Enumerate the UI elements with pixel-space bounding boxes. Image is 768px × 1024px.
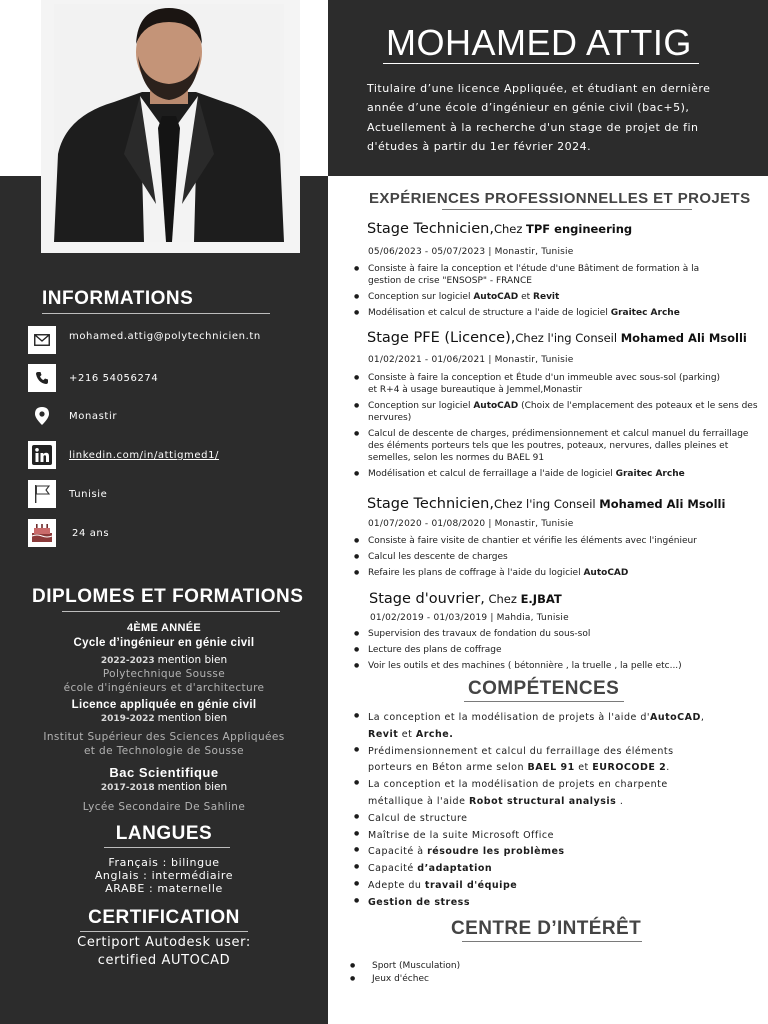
country-text: Tunisie bbox=[69, 488, 108, 500]
skill-bold: d’adaptation bbox=[417, 863, 493, 875]
skill-bold: Robot structural analysis bbox=[468, 795, 617, 807]
list-item bbox=[354, 291, 724, 303]
list-item bbox=[354, 567, 762, 579]
skill-text: Calcul de structure bbox=[368, 812, 468, 824]
list-item bbox=[354, 551, 762, 563]
job-date: 01/02/2019 - 01/03/2019 | Mahdia, Tunisie bbox=[370, 613, 569, 623]
bullet-bold: AutoCAD bbox=[473, 292, 519, 302]
language-item: Anglais : intermédiaire bbox=[94, 869, 234, 882]
certification-line: certified AUTOCAD bbox=[97, 953, 231, 968]
bullet-bold: AutoCAD bbox=[473, 401, 519, 411]
job-bullets bbox=[354, 372, 762, 484]
bullet-text: Consiste à faire la conception et Étude d'un immeuble avec sous-sol (parking) et R+4 à usage bureautique à Jemmel,Monastir bbox=[368, 373, 721, 395]
flag-icon bbox=[28, 480, 56, 508]
list-item bbox=[354, 744, 724, 778]
langues-heading: LANGUES bbox=[115, 823, 213, 844]
job-company: Mohamed Ali Msolli bbox=[599, 497, 726, 511]
job-company: E.JBAT bbox=[520, 592, 562, 606]
job-company: TPF engineering bbox=[526, 222, 633, 236]
skill-bold: AutoCAD bbox=[650, 712, 701, 723]
bullet-text: Modélisation et calcul de ferraillage a l'aide de logiciel bbox=[368, 469, 616, 479]
experiences-divider bbox=[442, 209, 692, 210]
langues-divider bbox=[104, 847, 230, 848]
bullet-text: Calcul les descente de charges bbox=[368, 552, 508, 562]
bullet-text: Conception sur logiciel bbox=[368, 292, 474, 302]
list-item bbox=[354, 844, 724, 861]
bullet-bold: Graitec Arche bbox=[615, 469, 685, 479]
diploma-bac bbox=[0, 765, 328, 814]
list-item bbox=[354, 710, 724, 744]
skill-text: et bbox=[398, 728, 416, 740]
diploma-licence bbox=[0, 699, 328, 758]
skill-text: Prédimensionnement et calcul du ferraillage des éléments porteurs en Béton arme selon bbox=[368, 745, 674, 774]
info-phone-row bbox=[28, 364, 158, 392]
skill-text: La conception et la modélisation de projets en charpente métallique à l'aide bbox=[368, 779, 668, 807]
job-role: Stage PFE (Licence), bbox=[367, 330, 516, 346]
certification-line: Certiport Autodesk user: bbox=[77, 935, 251, 950]
job-date: 01/02/2021 - 01/06/2021 | Monastir, Tunisie bbox=[368, 355, 574, 365]
diploma-years-row bbox=[0, 654, 328, 668]
diplomes-heading: DIPLOMES ET FORMATIONS bbox=[32, 586, 304, 607]
linkedin-icon bbox=[28, 441, 56, 469]
job-chez: Chez l'ing Conseil bbox=[515, 331, 621, 345]
bullet-text: Consiste à faire la conception et l'étude d'une Bâtiment de formation à la gestion de crise "ENSOSP" - FRANCE bbox=[368, 264, 700, 286]
list-item: ● Jeux d'échec bbox=[350, 973, 650, 986]
diploma-school-line: Polytechnique Sousse bbox=[102, 668, 226, 680]
diploma-mention: mention bien bbox=[157, 781, 228, 793]
job-chez: Chez bbox=[493, 222, 527, 236]
skill-bold: Revit bbox=[368, 728, 399, 740]
list-item bbox=[354, 878, 724, 895]
location-pin-icon bbox=[28, 402, 56, 430]
list-item bbox=[354, 468, 762, 480]
bullet-bold: Graitec Arche bbox=[610, 308, 680, 318]
bullet-bold: Revit bbox=[533, 292, 560, 302]
job-title bbox=[367, 221, 632, 237]
diploma-engineer bbox=[0, 622, 328, 695]
list-item bbox=[354, 263, 724, 287]
informations-heading: INFORMATIONS bbox=[42, 288, 194, 309]
diploma-years: 2019-2022 bbox=[100, 714, 155, 724]
bullet-text: Supervision des travaux de fondation du sous-sol bbox=[368, 629, 591, 639]
list-item: ● Sport (Musculation) bbox=[350, 960, 650, 973]
phone-text: +216 54056274 bbox=[69, 372, 159, 384]
city-text: Monastir bbox=[69, 410, 118, 422]
list-item bbox=[354, 828, 724, 845]
certification-text bbox=[0, 934, 328, 970]
diploma-name: Licence appliquée en génie civil bbox=[71, 699, 257, 711]
portrait-illustration bbox=[54, 4, 284, 242]
birthday-cake-icon bbox=[28, 519, 56, 547]
list-item bbox=[354, 660, 762, 672]
info-age-row bbox=[28, 519, 109, 547]
skill-text: . bbox=[616, 795, 624, 807]
list-item bbox=[354, 535, 762, 547]
age-text: 24 ans bbox=[72, 527, 110, 539]
bullet-text: Conception sur logiciel bbox=[368, 401, 474, 411]
diploma-name: Bac Scientifique bbox=[109, 765, 219, 780]
job-role: Stage Technicien, bbox=[367, 496, 494, 512]
diploma-years: 2022-2023 bbox=[100, 656, 155, 666]
bullet-text: Voir les outils et des machines ( bétonnière , la truelle , la pelle etc...) bbox=[368, 661, 682, 671]
job-title bbox=[367, 496, 725, 512]
list-item bbox=[354, 428, 762, 464]
language-item: ARABE : maternelle bbox=[105, 882, 223, 895]
skill-text: Maîtrise de la suite Microsoft Office bbox=[368, 829, 554, 841]
language-item: Français : bilingue bbox=[108, 856, 220, 869]
list-item bbox=[354, 811, 724, 828]
list-item bbox=[354, 307, 724, 319]
info-email-row bbox=[28, 326, 261, 354]
bullet-text: Modélisation et calcul de structure a l'aide de logiciel bbox=[368, 308, 611, 318]
diploma-years: 2017-2018 bbox=[100, 783, 155, 793]
diploma-years-row bbox=[0, 712, 328, 726]
bullet-text: et bbox=[518, 292, 534, 302]
diploma-school-line: et de Technologie de Sousse bbox=[83, 745, 245, 757]
skill-bold: Gestion de stress bbox=[368, 896, 470, 908]
diploma-mention: mention bien bbox=[157, 712, 228, 724]
skill-text: , bbox=[700, 712, 705, 723]
job-title bbox=[367, 330, 747, 346]
job-title bbox=[369, 591, 562, 607]
job-date: 05/06/2023 - 05/07/2023 | Monastir, Tunisie bbox=[368, 247, 574, 257]
interets-list bbox=[350, 960, 650, 986]
skill-text: Adepte du bbox=[368, 879, 425, 891]
job-bullets bbox=[354, 628, 762, 676]
langues-list bbox=[0, 856, 328, 895]
job-chez: Chez bbox=[484, 592, 521, 606]
diploma-level: 4ÈME ANNÉE bbox=[126, 622, 202, 634]
bullet-text: Consiste à faire visite de chantier et vérifie les éléments avec l'ingénieur bbox=[368, 536, 697, 546]
bullet-text: Calcul de descente de charges, prédimensionnement et calcul manuel du ferraillage des éléments porteurs tels que les poutres, poteaux, nervures, dalles pleines et semelles, selon les normes du BAEL 91 bbox=[368, 429, 749, 463]
interets-divider bbox=[462, 941, 642, 942]
skill-text: La conception et la modélisation de projets à l'aide d' bbox=[368, 712, 650, 723]
candidate-name: MOHAMED ATTIG bbox=[386, 22, 692, 63]
mail-icon bbox=[28, 326, 56, 354]
list-item bbox=[354, 861, 724, 878]
bullet-text: Lecture des plans de coffrage bbox=[368, 645, 502, 655]
list-item bbox=[354, 895, 724, 912]
job-role: Stage d'ouvrier, bbox=[369, 591, 485, 607]
diploma-school-line: école d'ingénieurs et d'architecture bbox=[63, 682, 265, 694]
bullet-bold: AutoCAD bbox=[583, 568, 629, 578]
skill-bold: EUROCODE 2 bbox=[592, 762, 667, 774]
experiences-heading: EXPÉRIENCES PROFESSIONNELLES ET PROJETS bbox=[369, 190, 751, 207]
competences-divider bbox=[464, 701, 624, 702]
certification-divider bbox=[80, 931, 248, 932]
info-linkedin-row bbox=[28, 441, 219, 469]
list-item bbox=[354, 777, 724, 811]
diplomes-divider bbox=[62, 611, 280, 612]
bullet-text: Refaire les plans de coffrage à l'aide du logiciel bbox=[368, 568, 584, 578]
skill-bold: travail d'équipe bbox=[424, 879, 518, 891]
skill-text: et bbox=[574, 762, 593, 774]
job-date: 01/07/2020 - 01/08/2020 | Monastir, Tunisie bbox=[368, 519, 574, 529]
job-bullets bbox=[354, 535, 762, 583]
informations-divider bbox=[42, 313, 270, 314]
phone-icon bbox=[28, 364, 56, 392]
skill-bold: Arche. bbox=[415, 728, 454, 740]
skill-bold: résoudre les problèmes bbox=[427, 846, 565, 858]
info-city-row bbox=[28, 402, 117, 430]
job-chez: Chez l'ing Conseil bbox=[493, 497, 600, 511]
diploma-name: Cycle d’ingénieur en génie civil bbox=[73, 637, 255, 649]
competences-heading: COMPÉTENCES bbox=[468, 678, 620, 699]
linkedin-link[interactable]: linkedin.com/in/attigmed1/ bbox=[69, 449, 220, 461]
certification-heading: CERTIFICATION bbox=[88, 907, 240, 928]
list-item bbox=[354, 372, 762, 396]
list-item bbox=[354, 644, 762, 656]
info-country-row bbox=[28, 480, 107, 508]
list-item bbox=[354, 628, 762, 640]
list-item bbox=[354, 400, 762, 424]
job-bullets bbox=[354, 263, 724, 323]
job-company: Mohamed Ali Msolli bbox=[620, 331, 747, 345]
competences-list bbox=[354, 710, 724, 912]
profile-summary: Titulaire d’une licence Appliquée, et étudiant en dernière année d’une école d’ingénieur en génie civil (bac+5), Actuellement à la recherche d'un stage de projet de fin d'études à partir du 1er février 2024. bbox=[367, 82, 711, 154]
bullet-text: (Choix de l'emplacement des poteaux et le sens des nervures) bbox=[368, 401, 758, 423]
skill-text: . bbox=[666, 762, 670, 774]
skill-text: Capacité à bbox=[368, 846, 428, 858]
name-underline bbox=[383, 63, 699, 64]
diploma-mention: mention bien bbox=[157, 654, 228, 666]
job-role: Stage Technicien, bbox=[367, 221, 494, 237]
profile-photo bbox=[54, 4, 284, 242]
diploma-school-line: Institut Supérieur des Sciences Appliquées bbox=[43, 731, 285, 743]
interets-heading: CENTRE D’INTÉRÊT bbox=[451, 918, 642, 939]
email-text: mohamed.attig@polytechnicien.tn bbox=[69, 330, 261, 342]
diploma-years-row bbox=[0, 781, 328, 795]
diploma-school-line: Lycée Secondaire De Sahline bbox=[82, 801, 246, 813]
skill-bold: BAEL 91 bbox=[527, 762, 575, 774]
skill-text: Capacité bbox=[368, 863, 418, 875]
